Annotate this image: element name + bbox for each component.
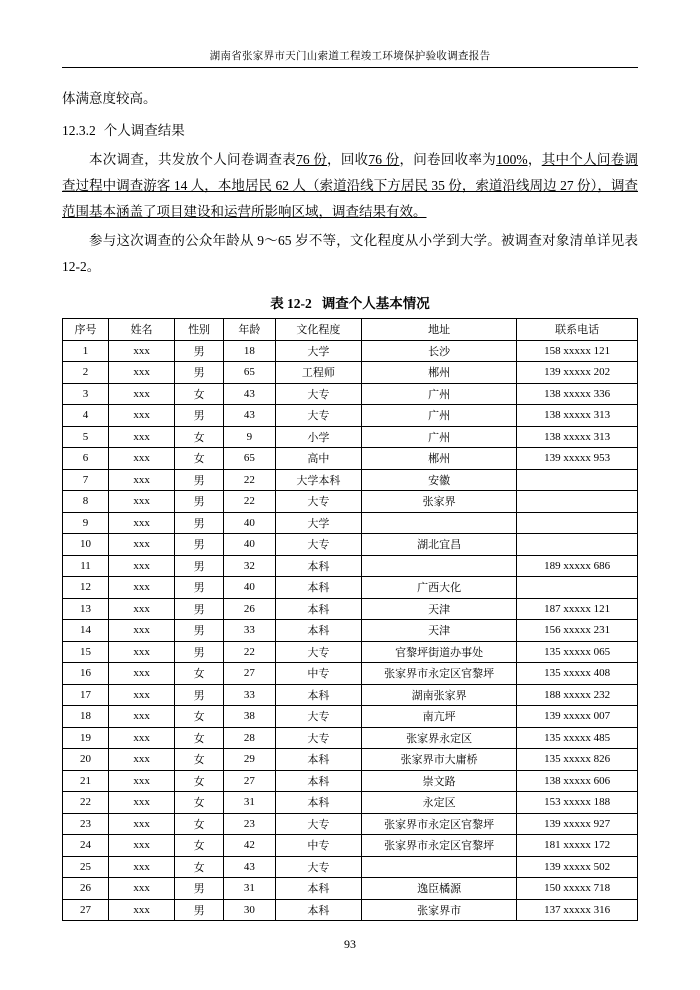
- cell-index: 15: [63, 641, 109, 663]
- cell-address: 张家界市大庸桥: [362, 749, 517, 771]
- cell-education: 本科: [275, 684, 361, 706]
- cell-index: 25: [63, 856, 109, 878]
- cell-gender: 女: [175, 770, 224, 792]
- cell-address: 南亢坪: [362, 706, 517, 728]
- cell-index: 18: [63, 706, 109, 728]
- table-row: [63, 405, 638, 427]
- cell-gender: 男: [175, 598, 224, 620]
- cell-name: xxx: [109, 878, 175, 900]
- cell-education: 工程师: [275, 362, 361, 384]
- cell-address: 广州: [362, 426, 517, 448]
- cell-index: 16: [63, 663, 109, 685]
- cell-gender: 女: [175, 663, 224, 685]
- table-row: [63, 512, 638, 534]
- cell-name: xxx: [109, 362, 175, 384]
- cell-phone: 135 xxxxx 408: [517, 663, 638, 685]
- cell-name: xxx: [109, 641, 175, 663]
- cell-gender: 女: [175, 792, 224, 814]
- cell-phone: 139 xxxxx 202: [517, 362, 638, 384]
- column-header-index: 序号: [63, 319, 109, 341]
- table-row: [63, 856, 638, 878]
- cell-index: 7: [63, 469, 109, 491]
- cell-phone: [517, 534, 638, 556]
- cell-name: xxx: [109, 706, 175, 728]
- cell-index: 19: [63, 727, 109, 749]
- cell-age: 43: [224, 856, 276, 878]
- cell-name: xxx: [109, 577, 175, 599]
- cell-age: 31: [224, 878, 276, 900]
- cell-education: 大专: [275, 813, 361, 835]
- cell-name: xxx: [109, 684, 175, 706]
- cell-gender: 女: [175, 727, 224, 749]
- cell-index: 11: [63, 555, 109, 577]
- cell-education: 本科: [275, 577, 361, 599]
- column-header-education: 文化程度: [275, 319, 361, 341]
- cell-name: xxx: [109, 383, 175, 405]
- cell-name: xxx: [109, 491, 175, 513]
- cell-education: 高中: [275, 448, 361, 470]
- cell-name: xxx: [109, 620, 175, 642]
- cell-address: 安徽: [362, 469, 517, 491]
- cell-age: 23: [224, 813, 276, 835]
- table-caption-number: 表 12-2: [270, 296, 312, 312]
- cell-address: 逸臣橘源: [362, 878, 517, 900]
- cell-address: 张家界永定区: [362, 727, 517, 749]
- cell-phone: 139 xxxxx 927: [517, 813, 638, 835]
- cell-age: 28: [224, 727, 276, 749]
- table-row: [63, 792, 638, 814]
- cell-gender: 男: [175, 684, 224, 706]
- cell-gender: 女: [175, 856, 224, 878]
- cell-phone: 187 xxxxx 121: [517, 598, 638, 620]
- table-row: [63, 577, 638, 599]
- cell-address: [362, 512, 517, 534]
- cell-age: 65: [224, 448, 276, 470]
- cell-index: 24: [63, 835, 109, 857]
- cell-address: 张家界市永定区官黎坪: [362, 813, 517, 835]
- cell-age: 18: [224, 340, 276, 362]
- summary-mid1: ，回收: [327, 151, 369, 167]
- table-row: [63, 448, 638, 470]
- cell-phone: 135 xxxxx 065: [517, 641, 638, 663]
- cell-index: 14: [63, 620, 109, 642]
- cell-name: xxx: [109, 770, 175, 792]
- cell-address: 广州: [362, 383, 517, 405]
- cell-name: xxx: [109, 405, 175, 427]
- cell-education: 本科: [275, 598, 361, 620]
- cell-name: xxx: [109, 555, 175, 577]
- cell-gender: 男: [175, 512, 224, 534]
- cell-index: 6: [63, 448, 109, 470]
- cell-name: xxx: [109, 813, 175, 835]
- cell-age: 33: [224, 684, 276, 706]
- table-row: [63, 813, 638, 835]
- cell-phone: 189 xxxxx 686: [517, 555, 638, 577]
- summary-underlined-detail: 其中个人问卷调查过程中调查游客 14 人，本地居民 62 人（索道沿线下方居民 35 份，索道沿线周边 27 份），调查范围基本涵盖了项目建设和运营所影响区域，调查结果有效。: [62, 151, 639, 220]
- summary-issued-count: 76 份: [296, 151, 328, 167]
- cell-gender: 女: [175, 813, 224, 835]
- cell-age: 40: [224, 512, 276, 534]
- table-row: [63, 598, 638, 620]
- cell-name: xxx: [109, 469, 175, 491]
- cell-phone: 139 xxxxx 007: [517, 706, 638, 728]
- cell-gender: 女: [175, 749, 224, 771]
- table-row: [63, 770, 638, 792]
- cell-address: 天津: [362, 598, 517, 620]
- cell-age: 27: [224, 770, 276, 792]
- cell-address: 湖南张家界: [362, 684, 517, 706]
- table-row: [63, 749, 638, 771]
- table-row: [63, 340, 638, 362]
- cell-education: 大专: [275, 706, 361, 728]
- cell-gender: 男: [175, 878, 224, 900]
- cell-education: 本科: [275, 899, 361, 921]
- cell-phone: 139 xxxxx 502: [517, 856, 638, 878]
- cell-education: 中专: [275, 663, 361, 685]
- cell-education: 本科: [275, 770, 361, 792]
- cell-name: xxx: [109, 598, 175, 620]
- table-row: [63, 835, 638, 857]
- survey-table: [62, 318, 638, 921]
- cell-gender: 女: [175, 835, 224, 857]
- cell-name: xxx: [109, 835, 175, 857]
- cell-phone: [517, 577, 638, 599]
- cell-address: 广州: [362, 405, 517, 427]
- cell-education: 本科: [275, 792, 361, 814]
- cell-index: 13: [63, 598, 109, 620]
- cell-index: 21: [63, 770, 109, 792]
- table-row: [63, 684, 638, 706]
- cell-age: 38: [224, 706, 276, 728]
- cell-index: 10: [63, 534, 109, 556]
- summary-mid3: ，: [527, 151, 542, 167]
- cell-age: 22: [224, 491, 276, 513]
- cell-gender: 男: [175, 469, 224, 491]
- cell-age: 27: [224, 663, 276, 685]
- table-row: [63, 641, 638, 663]
- table-row: [63, 878, 638, 900]
- cell-gender: 男: [175, 405, 224, 427]
- cell-phone: 158 xxxxx 121: [517, 340, 638, 362]
- cell-phone: [517, 469, 638, 491]
- cell-name: xxx: [109, 856, 175, 878]
- section-heading: [62, 118, 638, 144]
- cell-gender: 女: [175, 426, 224, 448]
- cell-address: 崇文路: [362, 770, 517, 792]
- table-body: [63, 340, 638, 921]
- cell-education: 大专: [275, 856, 361, 878]
- cell-age: 22: [224, 641, 276, 663]
- cell-name: xxx: [109, 426, 175, 448]
- cell-phone: 135 xxxxx 826: [517, 749, 638, 771]
- cell-address: 郴州: [362, 362, 517, 384]
- cell-address: 张家界市: [362, 899, 517, 921]
- cell-age: 40: [224, 577, 276, 599]
- cell-index: 26: [63, 878, 109, 900]
- cell-gender: 男: [175, 555, 224, 577]
- cell-index: 12: [63, 577, 109, 599]
- cell-gender: 女: [175, 706, 224, 728]
- cell-education: 大学: [275, 512, 361, 534]
- page-number: 93: [344, 937, 356, 951]
- cell-address: 官黎坪街道办事处: [362, 641, 517, 663]
- cell-address: 湖北宜昌: [362, 534, 517, 556]
- cell-index: 17: [63, 684, 109, 706]
- cell-address: 广西大化: [362, 577, 517, 599]
- section-title-text: 个人调查结果: [103, 123, 185, 139]
- cell-education: 大学本科: [275, 469, 361, 491]
- column-header-gender: 性别: [175, 319, 224, 341]
- table-row: [63, 899, 638, 921]
- cell-phone: 138 xxxxx 336: [517, 383, 638, 405]
- cell-gender: 男: [175, 577, 224, 599]
- cell-phone: 138 xxxxx 313: [517, 426, 638, 448]
- table-row: [63, 469, 638, 491]
- cell-phone: 138 xxxxx 606: [517, 770, 638, 792]
- cell-name: xxx: [109, 899, 175, 921]
- cell-age: 32: [224, 555, 276, 577]
- cell-name: xxx: [109, 512, 175, 534]
- cell-name: xxx: [109, 749, 175, 771]
- cell-education: 本科: [275, 620, 361, 642]
- cell-name: xxx: [109, 340, 175, 362]
- paragraph-respondent-profile: 参与这次调查的公众年龄从 9～65 岁不等，文化程度从小学到大学。被调查对象清单详见表 12-2。: [62, 232, 638, 274]
- cell-age: 30: [224, 899, 276, 921]
- table-row: [63, 362, 638, 384]
- cell-phone: 181 xxxxx 172: [517, 835, 638, 857]
- cell-education: 本科: [275, 878, 361, 900]
- table-row: [63, 426, 638, 448]
- cell-age: 9: [224, 426, 276, 448]
- cell-address: 张家界市永定区官黎坪: [362, 663, 517, 685]
- cell-index: 27: [63, 899, 109, 921]
- summary-returned-count: 76 份: [368, 151, 400, 167]
- cell-address: 长沙: [362, 340, 517, 362]
- cell-phone: [517, 512, 638, 534]
- cell-education: 大专: [275, 491, 361, 513]
- table-caption: [62, 292, 638, 312]
- cell-address: [362, 856, 517, 878]
- cell-address: 张家界: [362, 491, 517, 513]
- cell-phone: 138 xxxxx 313: [517, 405, 638, 427]
- cell-address: 张家界市永定区官黎坪: [362, 835, 517, 857]
- table-row: [63, 706, 638, 728]
- cell-age: 29: [224, 749, 276, 771]
- cell-gender: 男: [175, 340, 224, 362]
- table-row: [63, 620, 638, 642]
- table-row: [63, 534, 638, 556]
- cell-index: 23: [63, 813, 109, 835]
- cell-phone: 150 xxxxx 718: [517, 878, 638, 900]
- cell-gender: 男: [175, 491, 224, 513]
- cell-address: 天津: [362, 620, 517, 642]
- cell-age: 33: [224, 620, 276, 642]
- cell-age: 31: [224, 792, 276, 814]
- table-caption-text: 调查个人基本情况: [321, 296, 430, 312]
- cell-index: 4: [63, 405, 109, 427]
- cell-education: 大专: [275, 534, 361, 556]
- cell-education: 本科: [275, 749, 361, 771]
- cell-education: 大专: [275, 383, 361, 405]
- cell-education: 大专: [275, 727, 361, 749]
- cell-gender: 女: [175, 448, 224, 470]
- cell-phone: 156 xxxxx 231: [517, 620, 638, 642]
- column-header-address: 地址: [362, 319, 517, 341]
- cell-phone: [517, 491, 638, 513]
- cell-index: 1: [63, 340, 109, 362]
- cell-gender: 男: [175, 899, 224, 921]
- cell-name: xxx: [109, 534, 175, 556]
- table-header-row: [63, 319, 638, 341]
- cell-gender: 男: [175, 362, 224, 384]
- paragraph-survey-summary: [62, 147, 638, 226]
- section-number: 12.3.2: [62, 123, 96, 139]
- cell-name: xxx: [109, 792, 175, 814]
- table-row: [63, 663, 638, 685]
- cell-index: 2: [63, 362, 109, 384]
- cell-address: 永定区: [362, 792, 517, 814]
- cell-index: 9: [63, 512, 109, 534]
- cell-phone: 139 xxxxx 953: [517, 448, 638, 470]
- column-header-phone: 联系电话: [517, 319, 638, 341]
- cell-age: 43: [224, 383, 276, 405]
- cell-age: 40: [224, 534, 276, 556]
- column-header-name: 姓名: [109, 319, 175, 341]
- cell-education: 本科: [275, 555, 361, 577]
- table-row: [63, 727, 638, 749]
- cell-education: 大学: [275, 340, 361, 362]
- cell-age: 43: [224, 405, 276, 427]
- cell-name: xxx: [109, 663, 175, 685]
- summary-plain-start: 本次调查，共发放个人问卷调查表: [89, 151, 297, 167]
- cell-index: 22: [63, 792, 109, 814]
- cell-phone: 153 xxxxx 188: [517, 792, 638, 814]
- cell-age: 22: [224, 469, 276, 491]
- cell-index: 8: [63, 491, 109, 513]
- cell-age: 42: [224, 835, 276, 857]
- cell-education: 中专: [275, 835, 361, 857]
- cell-education: 大专: [275, 641, 361, 663]
- cell-name: xxx: [109, 448, 175, 470]
- table-row: [63, 491, 638, 513]
- cell-address: [362, 555, 517, 577]
- cell-phone: 137 xxxxx 316: [517, 899, 638, 921]
- running-header: 湖南省张家界市天门山索道工程竣工环境保护验收调查报告: [62, 48, 638, 68]
- cell-gender: 男: [175, 620, 224, 642]
- cell-gender: 男: [175, 641, 224, 663]
- cell-phone: 188 xxxxx 232: [517, 684, 638, 706]
- summary-return-rate: 100%: [496, 151, 528, 167]
- cell-education: 大专: [275, 405, 361, 427]
- summary-mid2: ，问卷回收率为: [399, 151, 497, 167]
- table-row: [63, 555, 638, 577]
- cell-age: 65: [224, 362, 276, 384]
- cell-index: 20: [63, 749, 109, 771]
- cell-gender: 男: [175, 534, 224, 556]
- cell-name: xxx: [109, 727, 175, 749]
- cell-education: 小学: [275, 426, 361, 448]
- cell-index: 5: [63, 426, 109, 448]
- table-row: [63, 383, 638, 405]
- cell-address: 郴州: [362, 448, 517, 470]
- cell-gender: 女: [175, 383, 224, 405]
- column-header-age: 年龄: [224, 319, 276, 341]
- cell-phone: 135 xxxxx 485: [517, 727, 638, 749]
- cell-index: 3: [63, 383, 109, 405]
- cell-age: 26: [224, 598, 276, 620]
- paragraph-top-line: 体满意度较高。: [62, 91, 157, 106]
